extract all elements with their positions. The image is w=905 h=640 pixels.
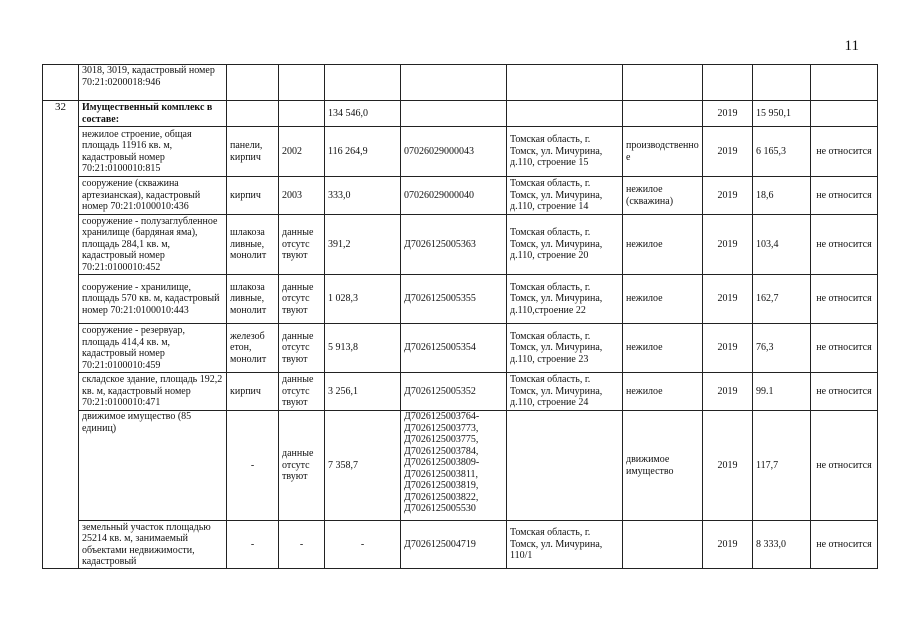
cell-area: - <box>325 521 401 569</box>
cell-built: - <box>279 521 325 569</box>
property-table <box>42 64 878 569</box>
cell-status: не относится <box>811 521 878 569</box>
cell-purpose: нежилое <box>623 275 703 324</box>
cell-address: Томская область, г. Томск, ул. Мичурина, д.110, строение 20 <box>507 215 623 275</box>
cell-name: сооружение - резервуар, площадь 414,4 кв. м, кадастровый номер 70:21:0100010:459 <box>79 324 227 373</box>
cell-built: данные отсутс твуют <box>279 373 325 411</box>
cell-area: 7 358,7 <box>325 411 401 521</box>
cell-value: 103,4 <box>753 215 811 275</box>
cell-value: 117,7 <box>753 411 811 521</box>
cell-address: Томская область, г. Томск, ул. Мичурина, д.110, строение 14 <box>507 177 623 215</box>
page-number: 11 <box>844 38 859 54</box>
cell-name: сооружение (скважина артезианская), кадастровый номер 70:21:0100010:436 <box>79 177 227 215</box>
cell-material: кирпич <box>227 177 279 215</box>
cell-year: 2019 <box>703 101 753 127</box>
cell-built: 2002 <box>279 127 325 177</box>
cell-built: данные отсутс твуют <box>279 324 325 373</box>
table-row <box>43 521 878 569</box>
cell-status: не относится <box>811 215 878 275</box>
cell-inv: Д7026125005363 <box>401 215 507 275</box>
cell-inv: 07026029000040 <box>401 177 507 215</box>
cell-purpose: нежилое (скважина) <box>623 177 703 215</box>
cell-area: 333,0 <box>325 177 401 215</box>
cell-status: не относится <box>811 177 878 215</box>
cell-purpose <box>623 521 703 569</box>
cell-built: данные отсутс твуют <box>279 275 325 324</box>
cell-area: 134 546,0 <box>325 101 401 127</box>
cell-material: панели, кирпич <box>227 127 279 177</box>
cell-purpose: нежилое <box>623 373 703 411</box>
cell-material: железоб етон, монолит <box>227 324 279 373</box>
cell-material: шлакоза ливные, монолит <box>227 215 279 275</box>
cell-address: Томская область, г. Томск, ул. Мичурина, д.110, строение 24 <box>507 373 623 411</box>
cell-address: Томская область, г. Томск, ул. Мичурина, д.110, строение 15 <box>507 127 623 177</box>
cell-status: не относится <box>811 275 878 324</box>
cell-year: 2019 <box>703 521 753 569</box>
cell-inv: Д7026125005354 <box>401 324 507 373</box>
cell-status: не относится <box>811 324 878 373</box>
cell-value: 162,7 <box>753 275 811 324</box>
cell-name: 3018, 3019, кадастровый номер 70:21:0200018:946 <box>79 65 227 101</box>
cell-name: нежилое строение, общая площадь 11916 кв. м, кадастровый номер 70:21:0100010:815 <box>79 127 227 177</box>
cell-inv: Д7026125004719 <box>401 521 507 569</box>
cell-value: 18,6 <box>753 177 811 215</box>
cell-inv: Д7026125005352 <box>401 373 507 411</box>
cell-name: движимое имущество (85 единиц) <box>79 411 227 521</box>
table-row <box>43 324 878 373</box>
cell-address: Томская область, г. Томск, ул. Мичурина, д.110,строение 22 <box>507 275 623 324</box>
cell-year: 2019 <box>703 177 753 215</box>
cell-purpose: производственное <box>623 127 703 177</box>
cell-value: 15 950,1 <box>753 101 811 127</box>
cell-name: земельный участок площадью 25214 кв. м, занимаемый объектами недвижимости, кадастровый <box>79 521 227 569</box>
table-row <box>43 373 878 411</box>
cell-num <box>43 65 79 101</box>
cell-area: 391,2 <box>325 215 401 275</box>
cell-year: 2019 <box>703 373 753 411</box>
cell-built: данные отсутс твуют <box>279 215 325 275</box>
cell-purpose: движимое имущество <box>623 411 703 521</box>
cell-area: 1 028,3 <box>325 275 401 324</box>
cell-area: 116 264,9 <box>325 127 401 177</box>
cell-year: 2019 <box>703 127 753 177</box>
cell-purpose: нежилое <box>623 324 703 373</box>
cell-year: 2019 <box>703 215 753 275</box>
cell-address: Томская область, г. Томск, ул. Мичурина, д.110, строение 23 <box>507 324 623 373</box>
cell-material: кирпич <box>227 373 279 411</box>
cell-year: 2019 <box>703 275 753 324</box>
cell-area: 5 913,8 <box>325 324 401 373</box>
cell-value: 76,3 <box>753 324 811 373</box>
table-row <box>43 275 878 324</box>
cell-built: данные отсутс твуют <box>279 411 325 521</box>
cell-name: Имущественный комплекс в составе: <box>79 101 227 127</box>
cell-name: складское здание, площадь 192,2 кв. м, кадастровый номер 70:21:0100010:471 <box>79 373 227 411</box>
cell-purpose: нежилое <box>623 215 703 275</box>
cell-year: 2019 <box>703 324 753 373</box>
cell-material: шлакоза ливные, монолит <box>227 275 279 324</box>
cell-area: 3 256,1 <box>325 373 401 411</box>
cell-value: 99.1 <box>753 373 811 411</box>
cell-status: не относится <box>811 411 878 521</box>
cell-name: сооружение - полузаглубленное хранилище (бардяная яма), площадь 284,1 кв. м, кадастровый номер 70:21:0100010:452 <box>79 215 227 275</box>
cell-inv: Д7026125005355 <box>401 275 507 324</box>
cell-built: 2003 <box>279 177 325 215</box>
cell-address <box>507 411 623 521</box>
cell-year: 2019 <box>703 411 753 521</box>
cell-status: не относится <box>811 127 878 177</box>
table-row <box>43 411 878 521</box>
cell-name: сооружение - хранилище, площадь 570 кв. м, кадастровый номер 70:21:0100010:443 <box>79 275 227 324</box>
cell-status: не относится <box>811 373 878 411</box>
cell-material: - <box>227 521 279 569</box>
table-row <box>43 65 878 101</box>
cell-inv: Д7026125003764- Д7026125003773, Д7026125003775, Д7026125003784, Д7026125003809- Д7026125003811, Д7026125003819, Д7026125003822, Д7026125005530 <box>401 411 507 521</box>
cell-address: Томская область, г. Томск, ул. Мичурина, 110/1 <box>507 521 623 569</box>
table-row <box>43 101 878 127</box>
table-row <box>43 215 878 275</box>
cell-inv: 07026029000043 <box>401 127 507 177</box>
cell-value: 8 333,0 <box>753 521 811 569</box>
table-row <box>43 127 878 177</box>
cell-material: - <box>227 411 279 521</box>
table-row <box>43 177 878 215</box>
cell-num: 32 <box>43 101 79 569</box>
cell-value: 6 165,3 <box>753 127 811 177</box>
